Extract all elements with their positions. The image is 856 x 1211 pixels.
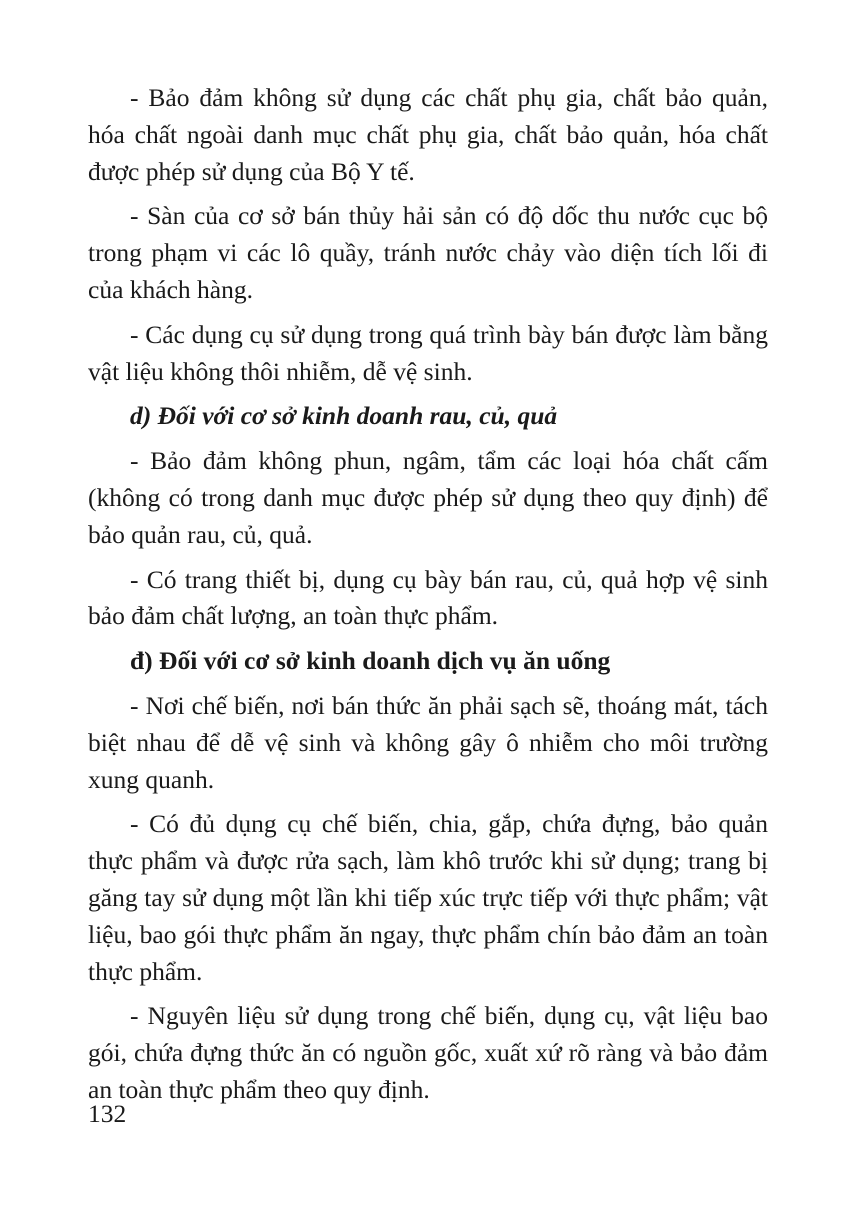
paragraph-ingredients: - Nguyên liệu sử dụng trong chế biến, dụng cụ, vật liệu bao gói, chứa đựng thức ăn có nguồn gốc, xuất xứ rõ ràng và bảo đảm an toàn thực phẩm theo quy định. <box>88 1001 768 1104</box>
paragraph-seafood-floor: - Sàn của cơ sở bán thủy hải sản có độ dốc thu nước cục bộ trong phạm vi các lô quầy, tránh nước chảy vào diện tích lối đi của khách hàng. <box>88 201 768 304</box>
page-body <box>88 80 768 1117</box>
section-heading-vegetables: d) Đối với cơ sở kinh doanh rau, củ, quả <box>130 401 558 431</box>
page-number: 132 <box>88 1099 127 1128</box>
section-heading-food-service: đ) Đối với cơ sở kinh doanh dịch vụ ăn uống <box>130 646 611 676</box>
paragraph-utensils: - Có đủ dụng cụ chế biến, chia, gắp, chứa đựng, bảo quản thực phẩm và được rửa sạch, làm khô trước khi sử dụng; trang bị găng tay sử dụng một lần khi tiếp xúc trực tiếp với thực phẩm; vật liệu, bao gói thực phẩm ăn ngay, thực phẩm chín bảo đảm an toàn thực phẩm. <box>88 809 768 986</box>
paragraph-kitchen-area: - Nơi chế biến, nơi bán thức ăn phải sạch sẽ, thoáng mát, tách biệt nhau để dễ vệ sinh và không gây ô nhiễm cho môi trường xung quanh. <box>88 690 768 794</box>
paragraph-additives: - Bảo đảm không sử dụng các chất phụ gia, chất bảo quản, hóa chất ngoài danh mục chất phụ gia, chất bảo quản, hóa chất được phép sử dụng của Bộ Y tế. <box>88 83 768 186</box>
paragraph-display-tools: - Các dụng cụ sử dụng trong quá trình bày bán được làm bằng vật liệu không thôi nhiễm, dễ vệ sinh. <box>88 319 768 386</box>
paragraph-no-chemicals: - Bảo đảm không phun, ngâm, tẩm các loại hóa chất cấm (không có trong danh mục được phép sử dụng theo quy định) để bảo quản rau, củ, quả. <box>88 446 768 549</box>
paragraph-vegetable-equipment: - Có trang thiết bị, dụng cụ bày bán rau, củ, quả hợp vệ sinh bảo đảm chất lượng, an toàn thực phẩm. <box>88 564 768 631</box>
